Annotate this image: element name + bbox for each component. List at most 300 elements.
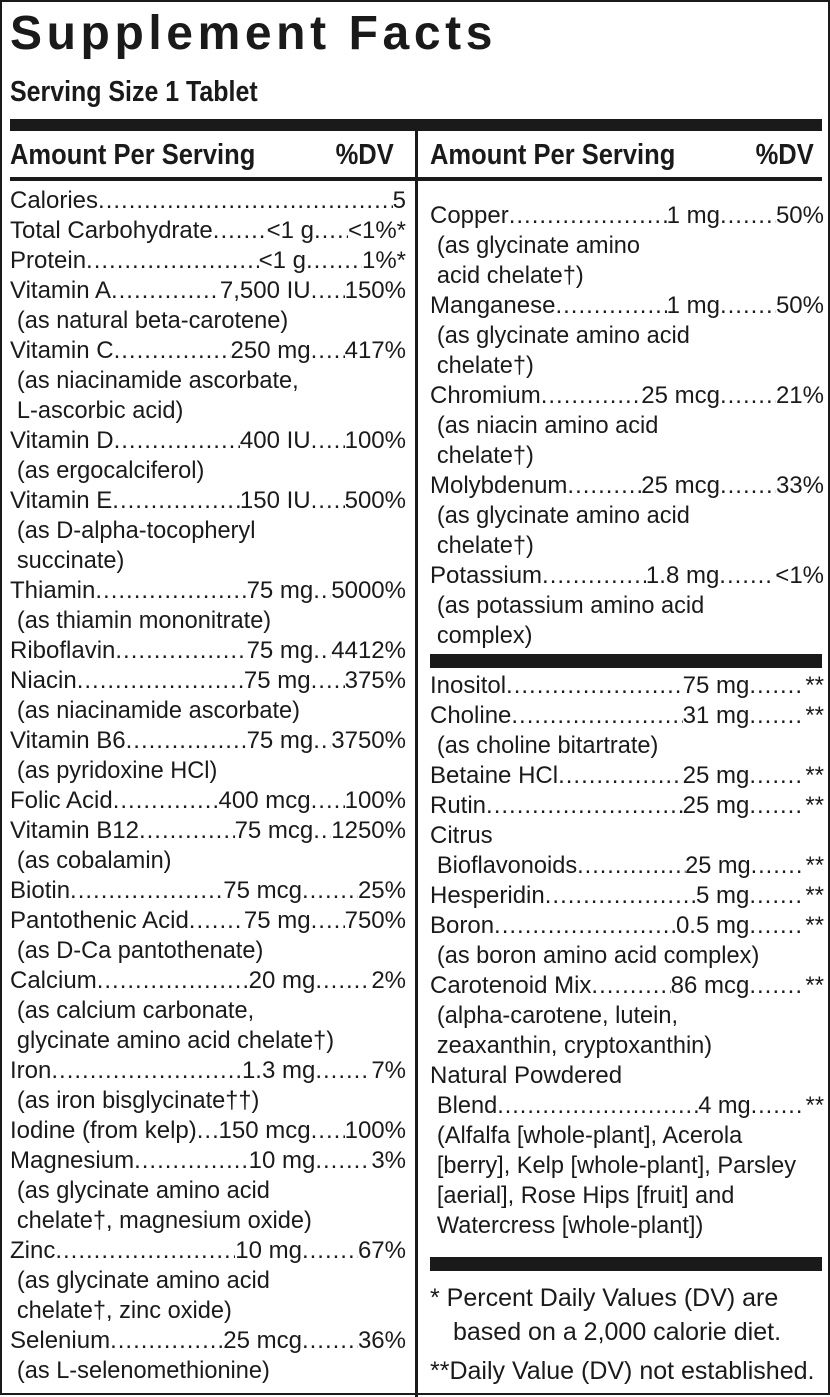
nutrient-detail-line [430, 531, 824, 561]
nutrient-row [10, 336, 406, 366]
dot-leader [112, 486, 240, 516]
nutrient-row [10, 816, 406, 846]
dot-leader [77, 666, 244, 696]
nutrient-daily-value: 33% [775, 472, 824, 499]
dot-leader [541, 381, 642, 411]
nutrient-row [430, 971, 824, 1001]
detail-text: (as cobalamin) [16, 847, 172, 874]
nutrient-daily-value: 417% [344, 337, 406, 364]
nutrient-name: Niacin [10, 667, 77, 694]
nutrient-detail-line [10, 396, 406, 426]
nutrient-detail-line [10, 1026, 406, 1056]
dot-leader [306, 246, 362, 276]
nutrient-amount: 20 mg [248, 967, 316, 994]
detail-text: chelate†, zinc oxide) [16, 1297, 232, 1324]
nutrient-name: Vitamin A [10, 277, 111, 304]
nutrient-row [10, 576, 406, 606]
dot-leader [113, 786, 219, 816]
dot-leader [197, 1116, 219, 1146]
nutrient-detail-line [10, 696, 406, 726]
nutrient-daily-value: ** [805, 912, 824, 939]
detail-text: (as L-selenomethionine) [16, 1357, 270, 1384]
nutrient-row [10, 1326, 406, 1356]
dot-leader [311, 276, 345, 306]
detail-text: (as iron bisglycinate††) [16, 1087, 260, 1114]
dot-leader [51, 1056, 242, 1086]
right-column-header [430, 135, 814, 175]
dot-leader [311, 666, 345, 696]
nutrient-daily-value: 100% [344, 1117, 406, 1144]
nutrient-amount: 400 IU [239, 427, 311, 454]
nutrient-amount: 1 mg [666, 292, 720, 319]
nutrient-row [10, 1056, 406, 1086]
nutrient-amount: 25 mg [682, 792, 750, 819]
nutrient-amount: <1 g [266, 217, 314, 244]
nutrient-row [10, 726, 406, 756]
detail-text: (as thiamin mononitrate) [16, 607, 272, 634]
nutrient-daily-value: <1%* [347, 217, 406, 244]
nutrient-name: Chromium [430, 382, 541, 409]
nutrient-row [10, 486, 406, 516]
dot-leader [497, 1091, 698, 1121]
nutrient-name: Choline [430, 702, 512, 729]
left-amount-per-serving: Amount Per Serving [10, 139, 256, 171]
nutrient-amount: 5 mg [695, 882, 750, 909]
nutrient-amount: 25 mg [685, 852, 751, 879]
dot-leader [114, 426, 240, 456]
nutrient-name: Copper [430, 202, 509, 229]
dot-leader [751, 851, 806, 881]
nutrient-row [430, 761, 824, 791]
nutrient-detail-line [10, 516, 406, 546]
detail-text: (alpha-carotene, lutein, [436, 1002, 679, 1029]
nutrient-row [430, 1091, 824, 1121]
nutrient-name: Vitamin E [10, 487, 113, 514]
dot-leader [486, 791, 683, 821]
dot-leader [511, 701, 682, 731]
dot-leader [749, 671, 805, 701]
left-header-rule [10, 177, 415, 181]
right-amount-per-serving: Amount Per Serving [430, 139, 676, 171]
detail-text: complex) [436, 622, 533, 649]
dot-leader [313, 816, 331, 846]
nutrient-amount: 75 mg [246, 577, 314, 604]
nutrient-daily-value: <1% [775, 562, 824, 589]
nutrient-row [10, 636, 406, 666]
nutrient-daily-value: 100% [344, 427, 406, 454]
dot-leader [86, 246, 259, 276]
nutrient-daily-value: 25% [357, 877, 406, 904]
nutrient-amount: 25 mcg [223, 1327, 302, 1354]
nutrient-detail-line [10, 936, 406, 966]
nutrient-detail-line [10, 1086, 406, 1116]
dv-not-established-footnote: **Daily Value (DV) not established. [430, 1357, 815, 1385]
nutrient-row [10, 1146, 406, 1176]
detail-text: (as boron amino acid complex) [436, 942, 760, 969]
nutrient-name: Zinc [10, 1237, 56, 1264]
dot-leader [555, 291, 666, 321]
nutrient-amount: 10 mg [235, 1237, 302, 1264]
nutrient-daily-value: 1250% [331, 817, 406, 844]
nutrient-amount: 1.3 mg [241, 1057, 316, 1084]
dot-leader [311, 486, 345, 516]
nutrient-row [10, 1236, 406, 1266]
nutrient-detail-line [430, 1151, 824, 1181]
dot-leader [311, 426, 345, 456]
dot-leader [315, 1146, 371, 1176]
nutrient-amount: 0.5 mg [675, 912, 750, 939]
nutrient-row [430, 701, 824, 731]
nutrient-detail-line [10, 1356, 406, 1386]
nutrient-detail-line [430, 621, 824, 651]
dot-leader [506, 671, 683, 701]
detail-text: (as niacin amino acid [436, 412, 659, 439]
nutrient-daily-value: ** [805, 1092, 824, 1119]
nutrient-amount: 250 mg [230, 337, 311, 364]
nutrient-daily-value: ** [805, 762, 824, 789]
nutrient-amount: 75 mg [682, 672, 750, 699]
nutrient-name: Hesperidin [430, 882, 545, 909]
nutrient-amount: 1 mg [666, 202, 720, 229]
detail-text: (as niacinamide ascorbate, [16, 367, 299, 394]
detail-text: acid chelate†) [436, 262, 584, 289]
dot-leader [315, 966, 371, 996]
nutrient-row [10, 786, 406, 816]
nutrient-detail-line [430, 1121, 824, 1151]
nutrient-daily-value: ** [805, 882, 824, 909]
nutrient-detail-line [10, 546, 406, 576]
nutrient-name: Inositol [430, 672, 507, 699]
dot-leader [126, 726, 247, 756]
dot-leader [313, 636, 331, 666]
nutrient-amount: 150 IU [239, 487, 311, 514]
nutrient-detail-line [430, 941, 824, 971]
detail-text: chelate†) [436, 442, 534, 469]
nutrient-row [10, 876, 406, 906]
nutrient-detail-line [10, 606, 406, 636]
nutrient-name: Bioflavonoids [436, 852, 578, 879]
dot-leader [97, 966, 249, 996]
dot-leader [134, 1146, 249, 1176]
detail-text: (as glycinate amino acid [436, 502, 690, 529]
dv-footnote-line1: * Percent Daily Values (DV) are [430, 1284, 779, 1312]
nutrient-detail-line [430, 501, 824, 531]
right-dv-header: %DV [755, 139, 814, 171]
dot-leader [313, 726, 331, 756]
dot-leader [302, 1326, 358, 1356]
detail-text: (as D-Ca pantothenate) [16, 937, 264, 964]
nutrient-row [430, 881, 824, 911]
right-header-rule [418, 177, 822, 181]
nutrient-detail-line [430, 1061, 824, 1091]
nutrient-amount: 75 mg [246, 727, 314, 754]
nutrient-row [430, 201, 824, 231]
dot-leader [315, 1056, 371, 1086]
dot-leader [311, 786, 345, 816]
nutrient-amount: 400 mcg [218, 787, 311, 814]
dot-leader [567, 471, 641, 501]
column-divider [415, 131, 418, 1397]
nutrient-detail-line [430, 591, 824, 621]
dot-leader [749, 971, 805, 1001]
top-thick-rule [10, 119, 822, 131]
nutrient-daily-value: 4412% [331, 637, 406, 664]
nutrient-detail-line [10, 306, 406, 336]
dot-leader [111, 276, 220, 306]
left-column-header [10, 135, 394, 175]
dot-leader [719, 561, 775, 591]
nutrient-name: Manganese [430, 292, 556, 319]
dot-leader [114, 336, 231, 366]
detail-text: L-ascorbic acid) [16, 397, 184, 424]
nutrient-row [10, 246, 406, 276]
nutrient-row [10, 1116, 406, 1146]
right-mid-thick-rule [430, 654, 822, 668]
dot-leader [751, 1091, 806, 1121]
dot-leader [749, 881, 805, 911]
nutrient-detail-line [430, 441, 824, 471]
nutrient-amount: 25 mcg [641, 472, 720, 499]
right-bottom-thick-rule [430, 1257, 822, 1271]
nutrient-daily-value: 5000% [331, 577, 406, 604]
dot-leader [591, 971, 670, 1001]
nutrient-amount: 75 mcg [223, 877, 302, 904]
nutrient-detail-line [430, 1181, 824, 1211]
nutrient-daily-value: 3750% [331, 727, 406, 754]
nutrient-amount: 75 mg [243, 667, 311, 694]
nutrient-row [10, 426, 406, 456]
nutrient-detail-line [10, 1266, 406, 1296]
dot-leader [189, 906, 244, 936]
nutrient-row [430, 471, 824, 501]
dot-leader [542, 561, 646, 591]
nutrient-name: Calories [10, 187, 99, 214]
dot-leader [311, 906, 345, 936]
nutrient-name: Betaine HCl [430, 762, 559, 789]
nutrient-name: Riboflavin [10, 637, 116, 664]
detail-text: (as glycinate amino [436, 232, 641, 259]
nutrient-row [10, 666, 406, 696]
nutrient-amount: 75 mg [246, 637, 314, 664]
detail-text: (as ergocalciferol) [16, 457, 205, 484]
detail-text: (as choline bitartrate) [436, 732, 659, 759]
dot-leader [314, 216, 348, 246]
nutrient-name: Vitamin B12 [10, 817, 139, 844]
nutrient-detail-line [430, 731, 824, 761]
nutrient-name: Iron [10, 1057, 52, 1084]
detail-text: (as glycinate amino acid [16, 1267, 270, 1294]
dot-leader [302, 876, 358, 906]
nutrient-detail-line [430, 261, 824, 291]
nutrient-detail-line [10, 756, 406, 786]
nutrient-row [430, 851, 824, 881]
nutrient-detail-line [430, 821, 824, 851]
nutrient-name: Vitamin D [10, 427, 114, 454]
nutrient-amount: 10 mg [248, 1147, 316, 1174]
nutrient-name: Pantothenic Acid [10, 907, 189, 934]
nutrient-detail-line [10, 1296, 406, 1326]
nutrient-amount: 7,500 IU [219, 277, 311, 304]
nutrient-name: Molybdenum [430, 472, 568, 499]
nutrient-name: Boron [430, 912, 495, 939]
nutrient-amount: 86 mcg [670, 972, 750, 999]
nutrient-name: Folic Acid [10, 787, 113, 814]
detail-text: (as niacinamide ascorbate) [16, 697, 301, 724]
dot-leader [720, 381, 776, 411]
nutrient-daily-value: ** [805, 792, 824, 819]
nutrient-row [10, 276, 406, 306]
serving-size: Serving Size 1 Tablet [10, 76, 258, 108]
nutrient-name: Vitamin C [10, 337, 114, 364]
detail-text: (Alfalfa [whole-plant], Acerola [436, 1122, 743, 1149]
dot-leader [749, 911, 805, 941]
dot-leader [558, 761, 683, 791]
nutrient-detail-line [10, 846, 406, 876]
nutrient-row [430, 791, 824, 821]
nutrient-daily-value: 7% [371, 1057, 406, 1084]
dot-leader [494, 911, 676, 941]
detail-text: succinate) [16, 547, 125, 574]
dot-leader [720, 201, 776, 231]
nutrient-row [430, 291, 824, 321]
nutrient-name: Blend [436, 1092, 498, 1119]
nutrient-detail-line [10, 1206, 406, 1236]
detail-text: (as potassium amino acid [436, 592, 705, 619]
dot-leader [110, 1326, 223, 1356]
nutrient-daily-value: 150% [344, 277, 406, 304]
nutrient-amount: 31 mg [682, 702, 750, 729]
nutrient-name: Vitamin B6 [10, 727, 126, 754]
detail-text: chelate†) [436, 532, 534, 559]
dot-leader [70, 876, 223, 906]
nutrient-name: Biotin [10, 877, 71, 904]
nutrient-daily-value: 375% [344, 667, 406, 694]
dot-leader [115, 636, 246, 666]
nutrient-name: Iodine (from kelp) [10, 1117, 197, 1144]
nutrient-daily-value: 67% [357, 1237, 406, 1264]
nutrient-detail-line [430, 1031, 824, 1061]
nutrient-amount: 75 mg [243, 907, 311, 934]
nutrient-detail-line [10, 1176, 406, 1206]
nutrient-detail-line [430, 1211, 824, 1241]
detail-text: chelate†) [436, 352, 534, 379]
nutrient-amount: 1.8 mg [645, 562, 720, 589]
nutrient-daily-value: 50% [775, 292, 824, 319]
nutrient-detail-line [10, 456, 406, 486]
nutrient-detail-line [430, 321, 824, 351]
nutrient-row [430, 911, 824, 941]
detail-text: glycinate amino acid chelate†) [16, 1027, 335, 1054]
nutrient-amount: 75 mcg [234, 817, 314, 844]
nutrient-daily-value: 50% [775, 202, 824, 229]
detail-text: (as pyridoxine HCl) [16, 757, 218, 784]
dot-leader [749, 761, 805, 791]
nutrient-amount: 4 mg [698, 1092, 751, 1119]
dot-leader [302, 1236, 358, 1266]
dot-leader [139, 816, 235, 846]
nutrient-row [430, 561, 824, 591]
nutrient-detail-line [430, 231, 824, 261]
dot-leader [749, 791, 805, 821]
detail-text: Watercress [whole-plant]) [436, 1212, 704, 1239]
detail-text: Citrus [430, 822, 493, 849]
detail-text: zeaxanthin, cryptoxanthin) [436, 1032, 713, 1059]
dot-leader [509, 201, 667, 231]
nutrient-daily-value: 100% [344, 787, 406, 814]
detail-text: (as natural beta-carotene) [16, 307, 289, 334]
dot-leader [311, 1116, 345, 1146]
nutrient-amount: 25 mg [682, 762, 750, 789]
dot-leader [720, 471, 776, 501]
nutrient-daily-value: 21% [775, 382, 824, 409]
nutrient-name: Carotenoid Mix [430, 972, 592, 999]
dot-leader [545, 881, 696, 911]
nutrient-detail-line [10, 366, 406, 396]
dot-leader [213, 216, 267, 246]
nutrient-daily-value: 3% [371, 1147, 406, 1174]
dot-leader [577, 851, 685, 881]
left-dv-header: %DV [335, 139, 394, 171]
nutrient-row [10, 906, 406, 936]
nutrient-name: Calcium [10, 967, 97, 994]
panel-title: Supplement Facts [10, 7, 498, 60]
nutrient-detail-line [430, 351, 824, 381]
nutrient-amount: 5 [392, 187, 406, 214]
nutrient-daily-value: ** [805, 672, 824, 699]
nutrient-amount: 150 mcg [218, 1117, 311, 1144]
nutrient-name: Thiamin [10, 577, 96, 604]
dot-leader [720, 291, 776, 321]
nutrient-daily-value: ** [805, 702, 824, 729]
nutrient-name: Protein [10, 247, 87, 274]
detail-text: chelate†, magnesium oxide) [16, 1207, 312, 1234]
dot-leader [313, 576, 331, 606]
dot-leader [98, 186, 393, 216]
nutrient-detail-line [10, 996, 406, 1026]
nutrient-name: Total Carbohydrate [10, 217, 213, 244]
dv-footnote-line2: based on a 2,000 calorie diet. [453, 1318, 782, 1346]
nutrient-row [10, 966, 406, 996]
nutrient-row [10, 216, 406, 246]
nutrient-row [10, 186, 406, 216]
nutrient-name: Rutin [430, 792, 487, 819]
nutrient-daily-value: 750% [344, 907, 406, 934]
dot-leader [55, 1236, 235, 1266]
nutrient-daily-value: 1%* [361, 247, 406, 274]
nutrient-row [430, 671, 824, 701]
nutrient-daily-value: ** [805, 852, 824, 879]
dot-leader [749, 701, 805, 731]
nutrient-row [430, 381, 824, 411]
dot-leader [311, 336, 345, 366]
nutrient-daily-value: 2% [371, 967, 406, 994]
detail-text: (as D-alpha-tocopheryl [16, 517, 256, 544]
nutrient-detail-line [430, 1001, 824, 1031]
nutrient-name: Potassium [430, 562, 543, 589]
detail-text: [berry], Kelp [whole-plant], Parsley [436, 1152, 796, 1179]
nutrient-amount: <1 g [258, 247, 306, 274]
dot-leader [95, 576, 246, 606]
detail-text: [aerial], Rose Hips [fruit] and [436, 1182, 735, 1209]
nutrient-daily-value: 36% [357, 1327, 406, 1354]
nutrient-daily-value: ** [805, 972, 824, 999]
nutrient-daily-value: 500% [344, 487, 406, 514]
nutrient-detail-line [430, 411, 824, 441]
nutrient-name: Selenium [10, 1327, 111, 1354]
detail-text: (as glycinate amino acid [436, 322, 690, 349]
detail-text: (as calcium carbonate, [16, 997, 255, 1024]
detail-text: (as glycinate amino acid [16, 1177, 270, 1204]
